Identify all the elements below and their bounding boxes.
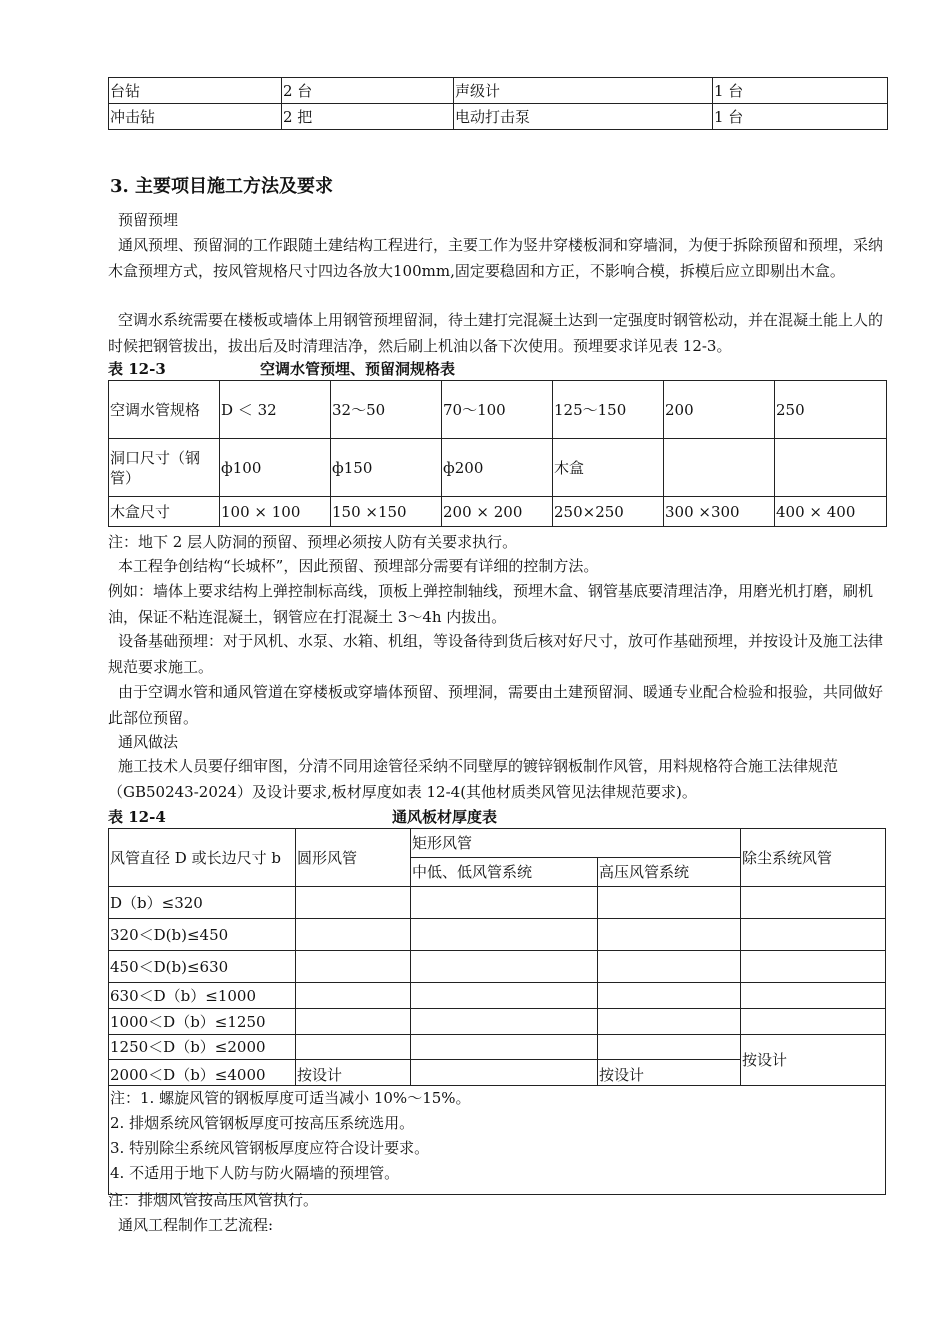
table-cell: 125～150 <box>553 381 664 439</box>
table-cell: 按设计 <box>296 1060 411 1086</box>
table-cell: 按设计 <box>741 1035 886 1086</box>
table-cell <box>411 1035 598 1060</box>
table-cell: 电动打击泵 <box>454 104 713 130</box>
table-cell: 100 × 100 <box>220 497 331 527</box>
paragraph: 由于空调水管和通风管道在穿楼板或穿墙体预留、预埋洞，需要由土建预留洞、暖通专业配合检验和报验，共同做好此部位预留。 <box>108 683 884 727</box>
table-cell: 台钻 <box>109 78 282 104</box>
table-cell <box>741 919 886 951</box>
table-cell: 2 台 <box>282 78 454 104</box>
equipment-table <box>108 77 888 130</box>
table-row <box>109 497 887 527</box>
table-cell <box>296 919 411 951</box>
table-row <box>109 919 886 951</box>
note-line: 注：1. 螺旋风管的钢板厚度可适当减小 10%～15%。 <box>110 1089 471 1107</box>
table-row <box>109 983 886 1009</box>
column-header: 除尘系统风管 <box>741 829 886 887</box>
table-cell <box>598 919 741 951</box>
table-row <box>109 1009 886 1035</box>
table-title: 空调水管预埋、预留洞规格表 <box>260 360 456 378</box>
table-cell <box>598 951 741 983</box>
column-header: 高压风管系统 <box>598 858 741 887</box>
table-notes-row <box>109 1086 886 1195</box>
table-cell: 200 × 200 <box>442 497 553 527</box>
note-line: 4. 不适用于地下人防与防火隔墙的预埋管。 <box>110 1164 400 1182</box>
table-cell: 450＜D(b)≤630 <box>109 951 296 983</box>
table-cell: 2 把 <box>282 104 454 130</box>
table-cell <box>411 983 598 1009</box>
table-cell: 冲击钻 <box>109 104 282 130</box>
table-cell: D ＜ 32 <box>220 381 331 439</box>
table-cell <box>598 887 741 919</box>
table-cell: 1250＜D（b）≤2000 <box>109 1035 296 1060</box>
table-cell <box>775 439 887 497</box>
note-line: 2. 排烟系统风管钢板厚度可按高压系统选用。 <box>110 1114 415 1132</box>
table-label: 表 12-4 <box>108 808 166 826</box>
table-row <box>109 381 887 439</box>
paragraph: 本工程争创结构“长城杯”，因此预留、预埋部分需要有详细的控制方法。 <box>118 557 599 575</box>
table-cell: 70～100 <box>442 381 553 439</box>
table-cell: 32～50 <box>331 381 442 439</box>
table-cell: 空调水管规格 <box>109 381 220 439</box>
column-header: 矩形风管 <box>411 829 741 858</box>
table-title: 通风板材厚度表 <box>392 808 498 826</box>
table-cell <box>296 1009 411 1035</box>
table-header-row <box>109 829 886 858</box>
table-cell <box>741 887 886 919</box>
paragraph: 通风预埋、预留洞的工作跟随土建结构工程进行，主要工作为竖井穿楼板洞和穿墙洞，为便于拆除预留和预埋，采纳木盒预埋方式，按风管规格尺寸四边各放大100mm,固定要稳固和方正，不影响合模，拆模后应立即剔出木盒。 <box>108 236 884 280</box>
table-cell: 1 台 <box>713 104 888 130</box>
table-cell: D（b）≤320 <box>109 887 296 919</box>
table-cell <box>411 951 598 983</box>
table-cell: 630＜D（b）≤1000 <box>109 983 296 1009</box>
table-row <box>109 439 887 497</box>
note-line: 3. 特别除尘系统风管钢板厚度应符合设计要求。 <box>110 1139 430 1157</box>
table-cell <box>296 951 411 983</box>
table-cell: 250×250 <box>553 497 664 527</box>
column-header: 中低、低风管系统 <box>411 858 598 887</box>
table-cell <box>664 439 775 497</box>
table-cell: 400 × 400 <box>775 497 887 527</box>
table-cell <box>598 1035 741 1060</box>
table-cell: 洞口尺寸（钢管） <box>109 439 220 497</box>
table-cell <box>741 983 886 1009</box>
table-cell: 声级计 <box>454 78 713 104</box>
table-cell <box>296 983 411 1009</box>
duct-thickness-table <box>108 828 886 1195</box>
table-label: 表 12-3 <box>108 360 166 378</box>
table-cell: 木盒 <box>553 439 664 497</box>
paragraph: 通风做法 <box>118 733 179 751</box>
paragraph: 设备基础预埋：对于风机、水泵、水箱、机组，等设备待到货后核对好尺寸，放可作基础预埋，并按设计及施工法律规范要求施工。 <box>108 632 884 676</box>
table-notes <box>109 1086 886 1195</box>
table-row <box>109 104 888 130</box>
table-cell: 300 ×300 <box>664 497 775 527</box>
paragraph: 通风工程制作工艺流程: <box>118 1216 274 1234</box>
paragraph: 例如：墙体上要求结构上弹控制标高线，顶板上弹控制轴线，预埋木盒、钢管基底要清理洁净，用磨光机打磨，刷机油，保证不粘连混凝土，钢管应在打混凝土 3～4h 内拔出。 <box>108 582 874 626</box>
paragraph: 施工技术人员要仔细审图，分清不同用途管径采纳不同壁厚的镀锌钢板制作风管，用料规格符合施工法律规范（GB50243-2024）及设计要求,板材厚度如表 12-4(其他材质类风管见法律规范要求)。 <box>108 757 839 801</box>
table-cell <box>296 887 411 919</box>
table-cell: 按设计 <box>598 1060 741 1086</box>
note: 注：排烟风管按高压风管执行。 <box>108 1191 319 1209</box>
table-cell <box>411 1060 598 1086</box>
table-row <box>109 887 886 919</box>
table-cell: ф200 <box>442 439 553 497</box>
table-cell: ф150 <box>331 439 442 497</box>
table-cell <box>411 887 598 919</box>
table-row <box>109 78 888 104</box>
section-heading: 3. 主要项目施工方法及要求 <box>110 176 334 197</box>
table-cell: 木盒尺寸 <box>109 497 220 527</box>
table-cell: 200 <box>664 381 775 439</box>
table-cell: 250 <box>775 381 887 439</box>
paragraph: 预留预埋 <box>118 211 179 229</box>
table-cell: 1 台 <box>713 78 888 104</box>
table-row <box>109 1035 886 1060</box>
paragraph: 空调水系统需要在楼板或墙体上用钢管预埋留洞，待土建打完混凝土达到一定强度时钢管松动，并在混凝土能上人的时候把钢管拔出，拔出后及时清理洁净，然后刷上机油以备下次使用。预埋要求详见表 12-3。 <box>108 311 884 355</box>
column-header: 圆形风管 <box>296 829 411 887</box>
note: 注：地下 2 层人防洞的预留、预埋必须按人防有关要求执行。 <box>108 533 518 551</box>
table-cell: 150 ×150 <box>331 497 442 527</box>
table-cell <box>741 1009 886 1035</box>
table-cell <box>598 1009 741 1035</box>
table-cell: 320＜D(b)≤450 <box>109 919 296 951</box>
table-cell <box>296 1035 411 1060</box>
table-cell: ф100 <box>220 439 331 497</box>
table-cell: 2000＜D（b）≤4000 <box>109 1060 296 1086</box>
column-header: 风管直径 D 或长边尺寸 b <box>109 829 296 887</box>
table-cell <box>741 951 886 983</box>
table-cell <box>598 983 741 1009</box>
table-cell <box>411 919 598 951</box>
table-cell <box>411 1009 598 1035</box>
pipe-sleeve-table <box>108 380 887 527</box>
table-cell: 1000＜D（b）≤1250 <box>109 1009 296 1035</box>
table-row <box>109 951 886 983</box>
